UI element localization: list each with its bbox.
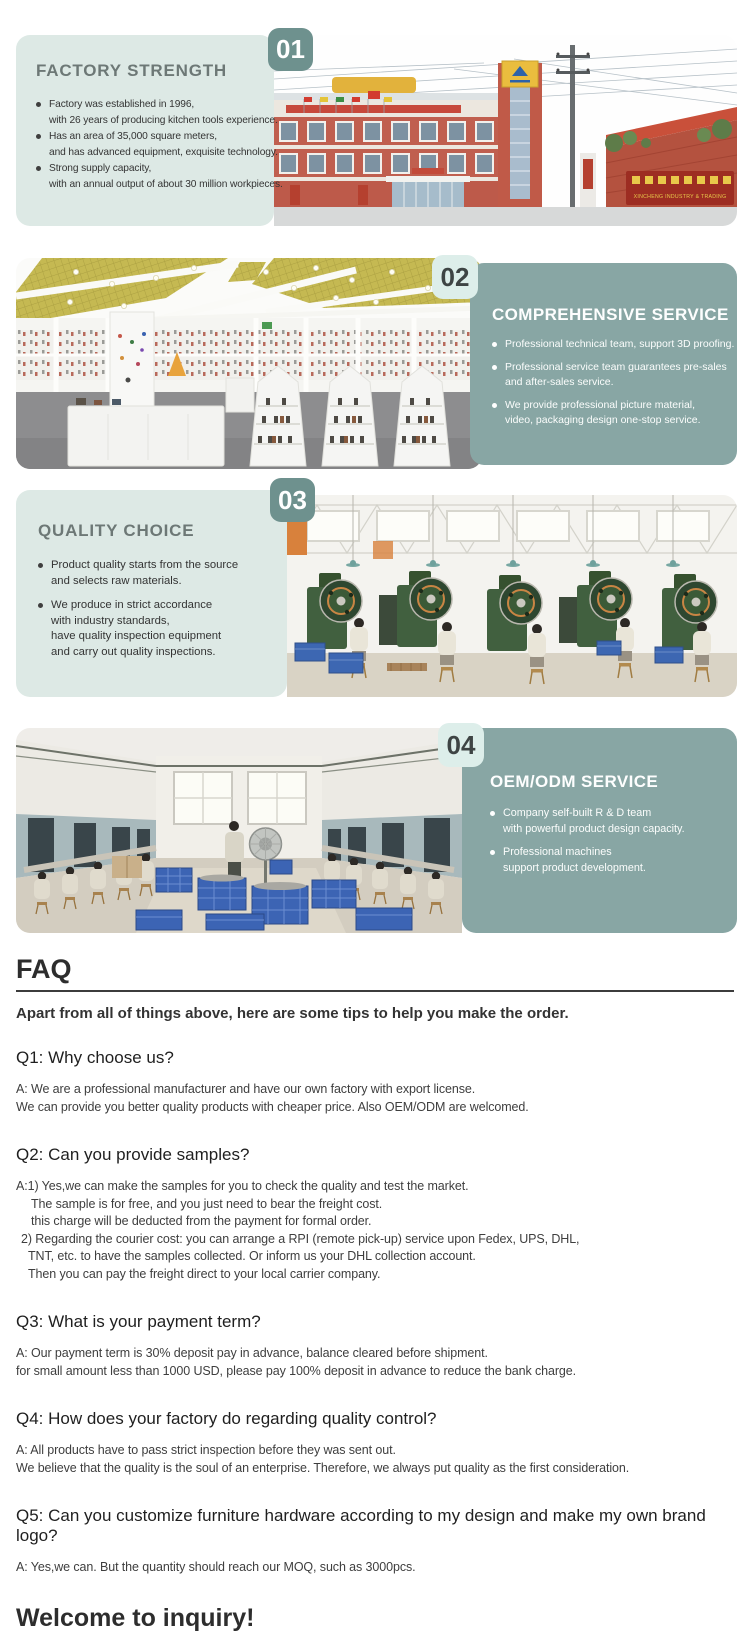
answer-line: 2) Regarding the courier cost: you can arrange a RPI (remote pick-up) service upon Fedex, UPS, DHL, (21, 1231, 580, 1246)
workshop-illustration (287, 495, 737, 697)
bullet-line: video, packaging design one-stop service. (505, 414, 701, 426)
bullet-line: have quality inspection equipment (51, 630, 222, 642)
bullet-line: and carry out quality inspections. (51, 645, 216, 658)
faq-question-1: Q1: Why choose us? (16, 1048, 174, 1067)
section-title-quality-choice: QUALITY CHOICE (38, 521, 195, 540)
bullet-line: Professional technical team, support 3D proofing. (505, 338, 735, 350)
comprehensive-service-bullets (492, 337, 737, 429)
faq-divider (16, 990, 734, 992)
answer-line: A: All products have to pass strict inspection before they was sent out. (16, 1443, 396, 1457)
bullet-line: Company self-built R & D team (503, 807, 652, 819)
bullet-dot-icon (490, 811, 495, 816)
factory-strength-bullets (36, 97, 283, 193)
bullet-line: Professional service team guarantees pre-sales (505, 360, 727, 373)
welcome-closing: Welcome to inquiry! (16, 1603, 255, 1632)
section-title-oem-odm: OEM/ODM SERVICE (490, 772, 659, 791)
bullet-item (38, 558, 287, 589)
bullet-item (36, 161, 283, 193)
factory-building-illustration (274, 35, 737, 226)
answer-line: A:1) Yes,we can make the samples for you to check the quality and test the market. (16, 1179, 469, 1193)
oem-odm-service-panel (462, 728, 737, 933)
bullet-item (492, 398, 737, 429)
faq-answer-3 (16, 1345, 734, 1380)
section-title-comprehensive-service: COMPREHENSIVE SERVICE (492, 305, 729, 324)
bullet-line: support product development. (503, 861, 646, 874)
bullet-line: with powerful product design capacity. (503, 822, 685, 835)
faq-intro: Apart from all of things above, here are some tips to help you make the order. (16, 1005, 569, 1022)
bullet-dot-icon (36, 102, 41, 107)
faq-question-2: Q2: Can you provide samples? (16, 1145, 250, 1164)
bullet-dot-icon (492, 342, 497, 347)
bullet-dot-icon (36, 166, 41, 171)
bullet-dot-icon (38, 563, 43, 568)
bullet-line: with industry standards, (51, 614, 170, 627)
factory-strength-panel (16, 35, 283, 226)
quality-choice-bullets (38, 558, 287, 660)
assembly-hall-photo (16, 728, 462, 933)
faq-question-5: Q5: Can you customize furniture hardware according to my design and make my own brand logo? (16, 1506, 706, 1545)
answer-line: We can provide you better quality products with cheaper price. Also OEM/ODM are welcomed. (16, 1099, 529, 1114)
answer-line: TNT, etc. to have the samples collected. Or inform us your DHL collection account. (28, 1249, 476, 1263)
bullet-line: We produce in strict accordance (51, 599, 213, 611)
oem-odm-bullets (490, 806, 737, 876)
bullet-item (38, 598, 287, 660)
faq-answer-2 (16, 1178, 734, 1283)
faq-answer-5 (16, 1559, 734, 1577)
bullet-line: Has an area of 35,000 square meters, (49, 131, 217, 142)
bullet-dot-icon (38, 603, 43, 608)
quality-choice-panel (16, 490, 287, 697)
bullet-line: Factory was established in 1996, (49, 99, 195, 110)
answer-line: A: We are a professional manufacturer and have our own factory with export license. (16, 1082, 476, 1096)
bullet-item (492, 337, 737, 353)
bullet-item (36, 97, 278, 129)
comprehensive-service-panel (470, 263, 737, 465)
answer-line: The sample is for free, and you just need to bear the freight cost. (31, 1196, 383, 1211)
faq-heading: FAQ (16, 954, 72, 984)
bullet-line: with an annual output of about 30 million workpieces. (49, 179, 283, 190)
showroom-illustration (16, 258, 482, 469)
answer-line: We believe that the quality is the soul of an enterprise. Therefore, we always put quality as the first consideration. (16, 1460, 630, 1475)
answer-line: A: Our payment term is 30% deposit pay in advance, balance cleared before shipment. (16, 1346, 488, 1360)
factory-sign-text: XINCHENG INDUSTRY & TRADING (633, 194, 727, 200)
faq-answer-4 (16, 1442, 734, 1477)
section-number-badge-03: 03 (270, 478, 315, 522)
bullet-dot-icon (490, 850, 495, 855)
bullet-item (492, 360, 737, 391)
showroom-photo (16, 258, 482, 469)
bullet-item (490, 806, 737, 837)
factory-building-photo (274, 35, 737, 226)
bullet-item (36, 129, 278, 161)
section-number-badge-04: 04 (438, 723, 484, 767)
bullet-dot-icon (36, 134, 41, 139)
answer-line: this charge will be deducted from the payment for formal order. (31, 1214, 372, 1228)
bullet-line: We provide professional picture material, (505, 398, 696, 411)
bullet-line: with 26 years of producing kitchen tools experience. (49, 115, 278, 126)
faq-question-3: Q3: What is your payment term? (16, 1312, 261, 1331)
answer-line: for small amount less than 1000 USD, please pay 100% deposit in advance to reduce the bank charge. (16, 1363, 576, 1378)
assembly-hall-illustration (16, 728, 462, 933)
bullet-item (490, 845, 737, 876)
workshop-photo (287, 495, 737, 697)
bullet-dot-icon (492, 403, 497, 408)
section-number-badge-01: 01 (268, 28, 313, 71)
answer-line: Then you can pay the freight direct to your local carrier company. (28, 1266, 381, 1281)
bullet-line: and selects raw materials. (51, 574, 182, 587)
bullet-line: Professional machines (503, 846, 612, 858)
bullet-dot-icon (492, 365, 497, 370)
bullet-line: and after-sales service. (505, 376, 614, 388)
bullet-line: Strong supply capacity, (49, 163, 152, 174)
faq-question-4: Q4: How does your factory do regarding quality control? (16, 1409, 437, 1428)
bullet-line: and has advanced equipment, exquisite technology. (49, 147, 278, 158)
answer-line: A: Yes,we can. But the quantity should reach our MOQ, such as 3000pcs. (16, 1560, 416, 1574)
faq-answer-1 (16, 1081, 734, 1116)
section-title-factory-strength: FACTORY STRENGTH (36, 61, 228, 80)
section-number-badge-02: 02 (432, 255, 478, 299)
bullet-line: Product quality starts from the source (51, 559, 239, 571)
counter-cabinet (68, 398, 224, 466)
faq-section (0, 954, 750, 1633)
display-column (110, 312, 154, 414)
